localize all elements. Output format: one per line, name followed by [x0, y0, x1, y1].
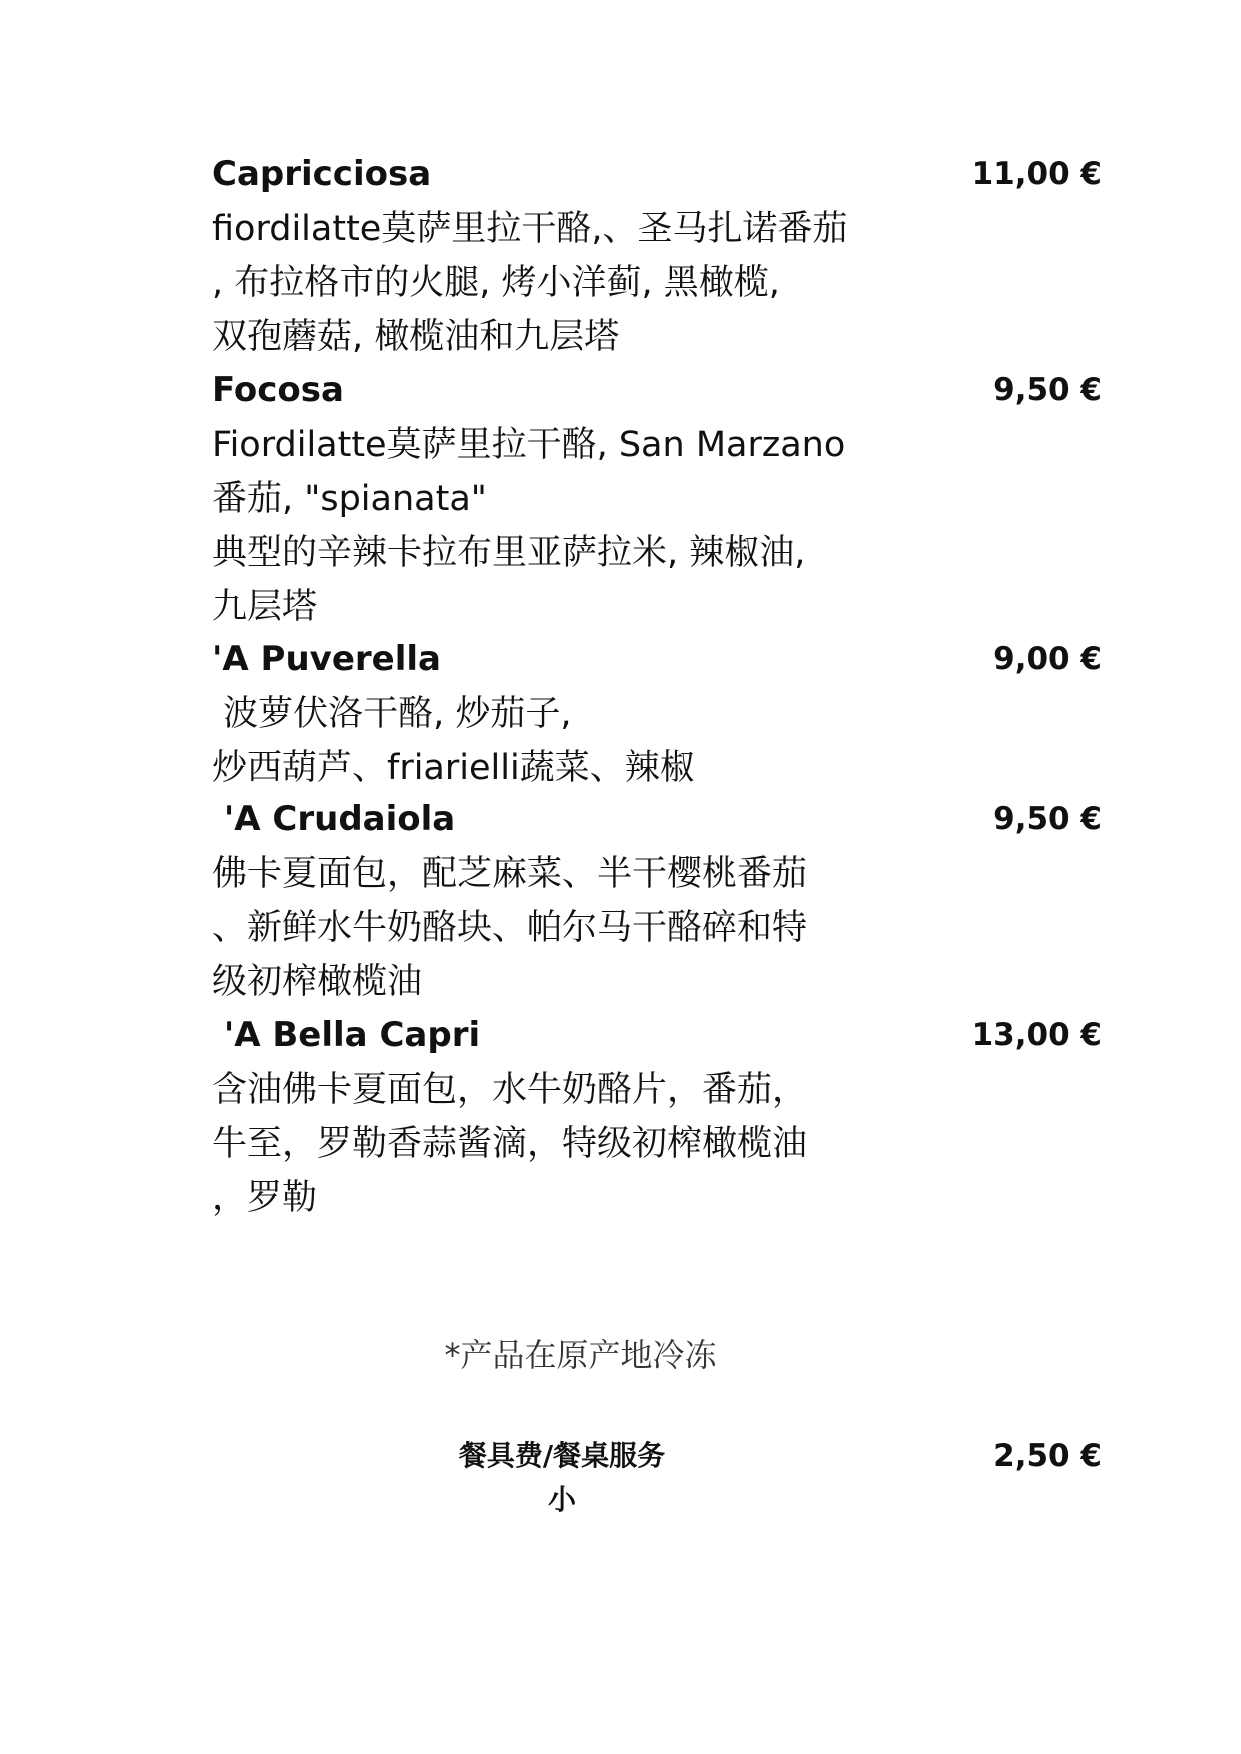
service-charge: [212, 1434, 1102, 1534]
service-charge-price: 2,50 €: [993, 1438, 1102, 1474]
item-description: [212, 1063, 932, 1225]
service-charge-label: 餐具费/餐桌服务: [458, 1439, 666, 1472]
description-line: 双孢蘑菇, 橄榄油和九层塔: [212, 317, 620, 357]
service-charge-sublabel: 小: [547, 1483, 576, 1516]
description-line: 含油佛卡夏面包，水牛奶酪片，番茄，: [212, 1070, 808, 1110]
item-name: Capricciosa: [212, 154, 432, 194]
description-line: 九层塔: [212, 587, 318, 627]
description-line: , 布拉格市的火腿, 烤小洋蓟, 黑橄榄,: [212, 263, 780, 303]
description-line: 波萝伏洛干酪, 炒茄子,: [212, 694, 572, 734]
description-line: ，罗勒: [212, 1178, 318, 1218]
item-description: [212, 202, 932, 364]
description-line: fiordilatte莫萨里拉干酪,、圣马扎诺番茄: [212, 209, 848, 249]
description-line: 、新鲜水牛奶酪块、帕尔马干酪碎和特: [212, 908, 808, 948]
item-price: 9,00 €: [993, 641, 1102, 677]
description-line: 牛至，罗勒香蒜酱滴，特级初榨橄榄油: [212, 1124, 808, 1164]
item-name: 'A Puverella: [212, 639, 441, 679]
description-line: 佛卡夏面包，配芝麻菜、半干樱桃番茄: [212, 854, 808, 894]
description-line: 番茄, "spianata": [212, 479, 487, 519]
frozen-note: [0, 1330, 1241, 1376]
item-name: 'A Bella Capri: [212, 1015, 481, 1055]
item-description: [212, 847, 932, 1009]
item-name: Focosa: [212, 370, 344, 410]
description-line: 炒西葫芦、friarielli蔬菜、辣椒: [212, 748, 695, 788]
description-line: 级初榨橄榄油: [212, 962, 423, 1002]
description-line: 典型的辛辣卡拉布里亚萨拉米, 辣椒油,: [212, 533, 806, 573]
item-price: 9,50 €: [993, 801, 1102, 837]
item-name: 'A Crudaiola: [212, 799, 456, 839]
description-line: Fiordilatte莫萨里拉干酪, San Marzano: [212, 425, 846, 465]
item-price: 11,00 €: [971, 156, 1102, 192]
item-description: [212, 687, 932, 795]
item-price: 9,50 €: [993, 372, 1102, 408]
frozen-note-text: *产品在原产地冷冻: [444, 1336, 717, 1374]
item-description: [212, 418, 932, 634]
item-price: 13,00 €: [971, 1017, 1102, 1053]
